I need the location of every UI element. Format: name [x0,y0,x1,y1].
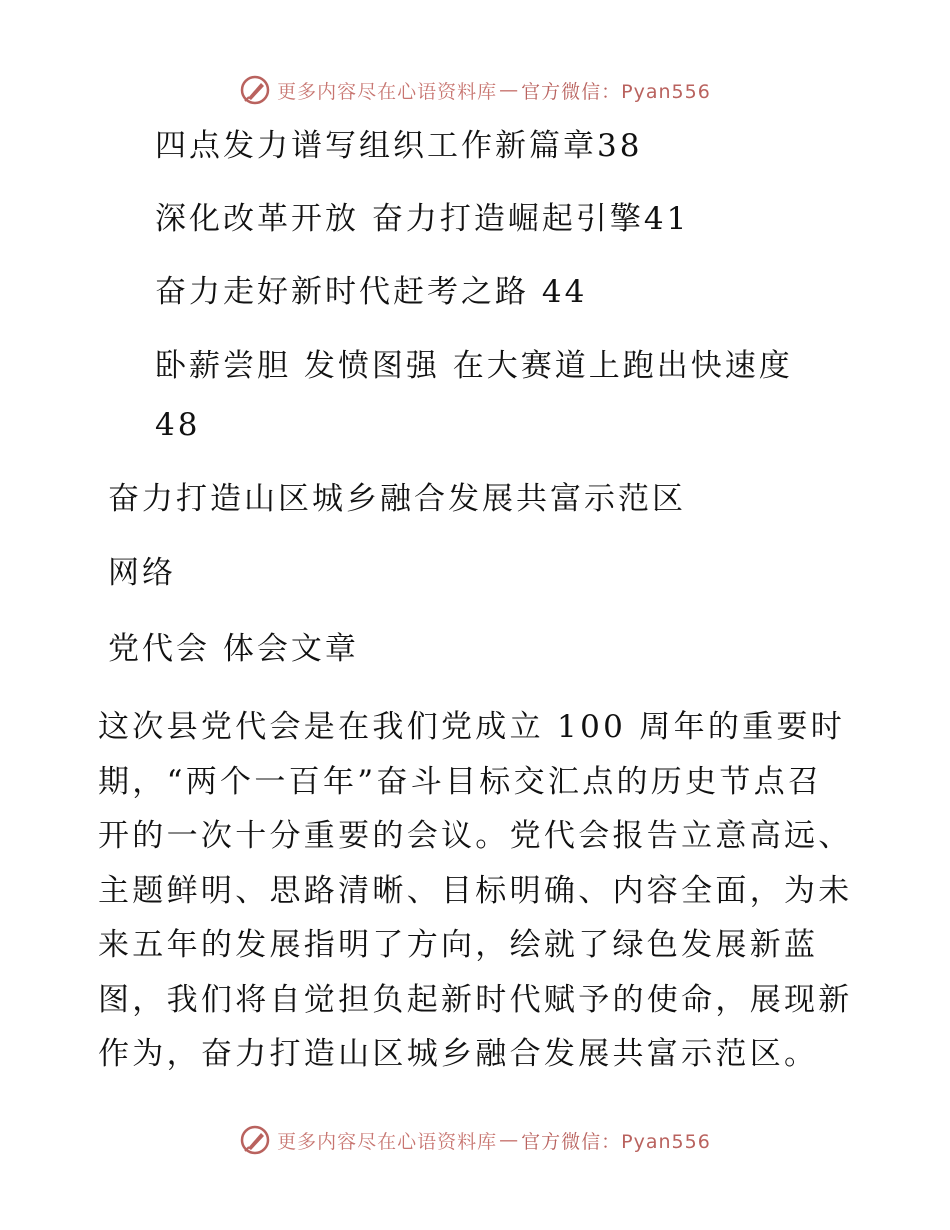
header-banner [0,70,950,110]
banner-wechat-text: 官方微信：Pyan556 [521,1130,711,1153]
article-title: 奋力打造山区城乡融合发展共富示范区 [108,481,686,517]
footer-banner [0,1120,950,1160]
article-source: 网络 [108,555,176,591]
banner-separator: — [499,1129,520,1151]
paragraph-line: 来五年的发展指明了方向，绘就了绿色发展新蓝 [98,927,819,963]
toc-entry: 四点发力谱写组织工作新篇章38 [155,128,643,164]
paragraph-line: 主题鲜明、思路清晰、目标明确、内容全面，为未 [98,872,853,909]
toc-entry: 卧薪尝胆 发愤图强 在大赛道上跑出快速度 [155,348,793,384]
body-paragraph [98,700,858,1082]
banner-separator: — [499,79,520,101]
banner-promo-text: 更多内容尽在心语资料库 [277,1130,498,1153]
quill-pen-logo-icon [239,1124,271,1156]
banner-promo-text: 更多内容尽在心语资料库 [277,80,498,103]
paragraph-line: 这次县党代会是在我们党成立 100 周年的重要时 [98,709,846,745]
paragraph-line: 期，“两个一百年”奋斗目标交汇点的历史节点召 [98,763,823,800]
paragraph-line: 开的一次十分重要的会议。党代会报告立意高远、 [98,818,853,854]
banner-wechat-text: 官方微信：Pyan556 [521,80,711,103]
toc-entry-page-number: 48 [155,407,201,443]
toc-entry: 深化改革开放 奋力打造崛起引擎41 [155,201,690,237]
article-category: 党代会 体会文章 [108,631,359,667]
quill-pen-logo-icon [239,74,271,106]
toc-entry: 奋力走好新时代赶考之路 44 [155,274,588,310]
paragraph-line: 作为，奋力打造山区城乡融合发展共富示范区。 [98,1036,819,1072]
paragraph-line: 图，我们将自觉担负起新时代赋予的使命，展现新 [98,981,853,1018]
